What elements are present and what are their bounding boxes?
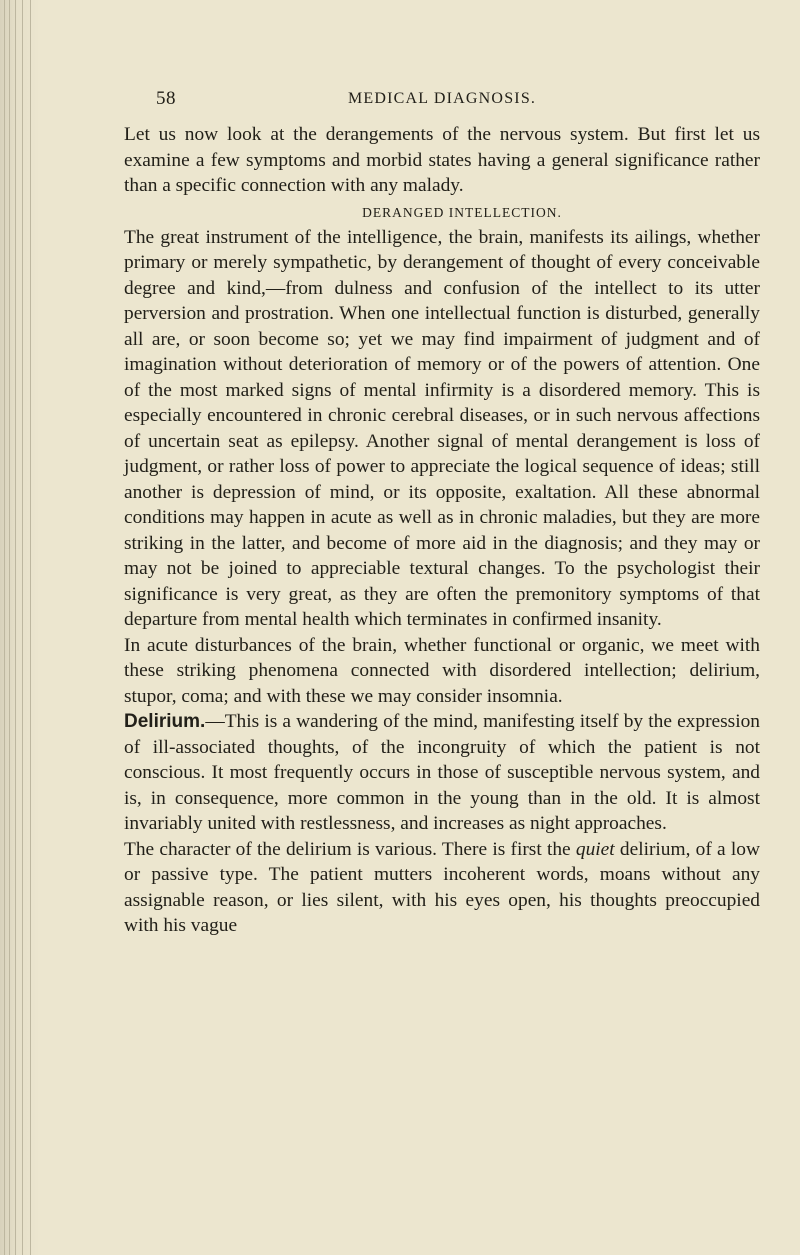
delirium-body: —This is a wandering of the mind, manifesting itself by the expression of ill-associated thoughts, of the incongruity of which the patient is not conscious. It most frequently occurs in those of susceptible nervous system, and is, in consequence, more common in the young than in the old. It is almost invariably united with restlessness, and increases as night approaches. (124, 711, 760, 834)
section-heading: DERANGED INTELLECTION. (362, 204, 562, 220)
running-head (124, 88, 760, 122)
paragraph-delirium (124, 709, 760, 837)
page-number: 58 (156, 88, 176, 109)
delirium-lead: Delirium. (124, 711, 206, 732)
book-page (124, 88, 760, 939)
paragraph-intro: Let us now look at the derangements of the nervous system. But first let us examine a few symptoms and morbid states having a general significance rather than a specific connection with any malady. (124, 124, 760, 196)
character-italic: quiet (575, 838, 615, 860)
character-end: delirium, of a low or passive type. The patient mutters incoherent words, moans without any assignable reason, or lies silent, with his eyes open, his thoughts preoccupied with his vague (124, 838, 760, 936)
character-start: The character of the delirium is various. There is first the (124, 838, 576, 860)
running-title: MEDICAL DIAGNOSIS. (348, 90, 537, 107)
paragraph-character (124, 837, 760, 939)
book-gutter (0, 0, 40, 1255)
paragraph-acute: In acute disturbances of the brain, whether functional or organic, we meet with these striking phenomena connected with disordered intellection; delirium, stupor, coma; and with these we may consider insomnia. (124, 634, 760, 707)
paragraph-instrument: The great instrument of the intelligence, the brain, manifests its ailings, whether primary or merely sympathetic, by derangement of thought of every conceivable degree and kind,—from dulness and confusion of the intellect to its utter perversion and prostration. When one intellectual function is disturbed, generally all are, or soon become so; yet we may find impairment of judgment and of imagination without deterioration of memory or of the powers of attention. One of the most marked signs of mental infirmity is a disordered memory. This is especially encountered in chronic cerebral diseases, or in such nervous affections of uncertain seat as epilepsy. Another signal of mental derangement is loss of judgment, or rather loss of power to appreciate the logical sequence of ideas; still another is depression of mind, or its opposite, exaltation. All these abnormal conditions may happen in acute as well as in chronic maladies, but they are more striking in the latter, and become of more aid in the diagnosis; and they may or may not be joined to appreciable textural changes. To the psychologist their significance is very great, as they are often the premonitory symptoms of that departure from mental health which terminates in confirmed insanity. (124, 226, 760, 630)
